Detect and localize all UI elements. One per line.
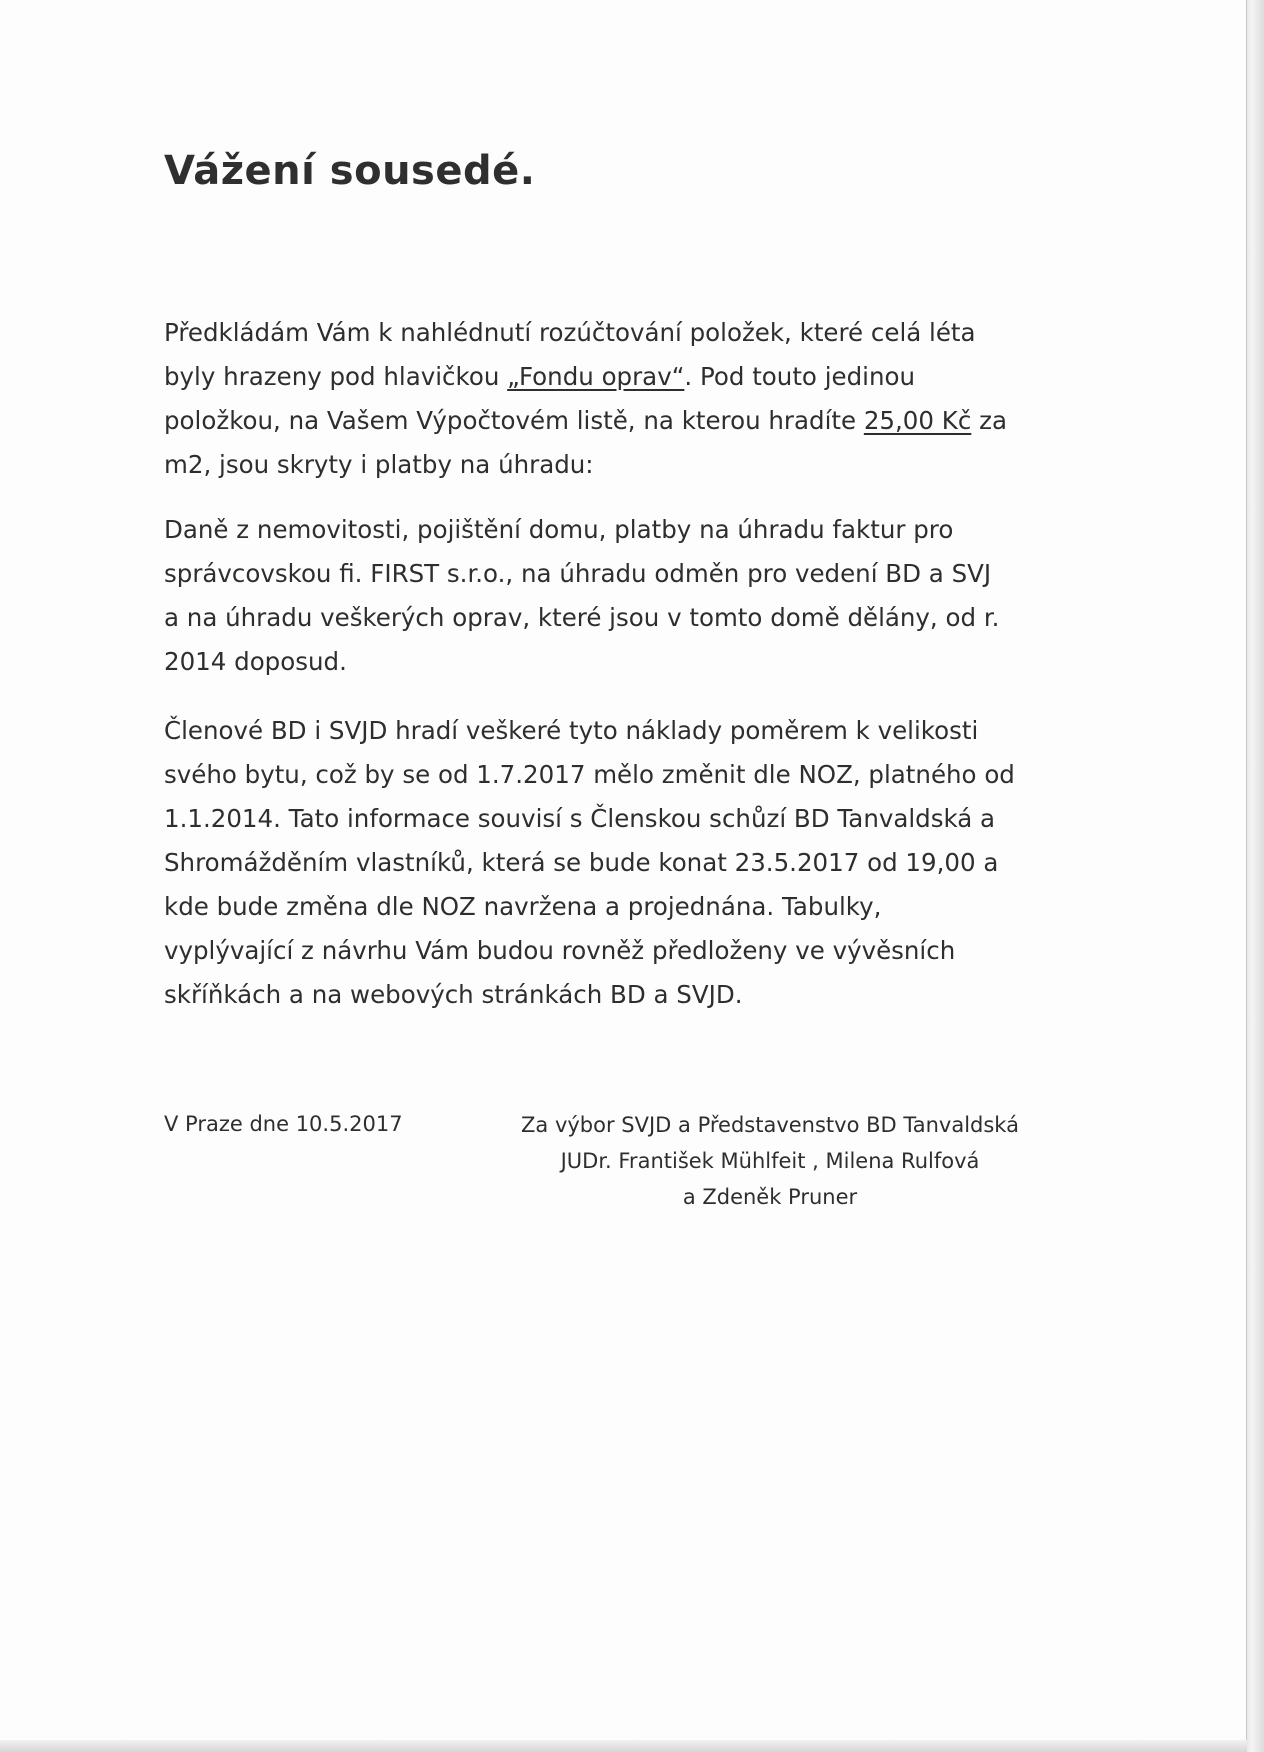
paragraph-line: Daně z nemovitosti, pojištění domu, platby na úhradu faktur pro (164, 515, 954, 544)
paragraph-line: 2014 doposud. (164, 647, 347, 676)
text-run: položkou, na Vašem Výpočtovém listě, na kterou hradíte (164, 406, 864, 435)
salutation-heading: Vážení sousedé. (164, 148, 536, 194)
paragraph-meeting-info (164, 709, 1084, 1017)
paragraph-line: 1.1.2014. Tato informace souvisí s Členskou schůzí BD Tanvaldská a (164, 804, 996, 833)
paragraph-line: Shromážděním vlastníků, která se bude konat 23.5.2017 od 19,00 a (164, 848, 999, 877)
rate-underlined: 25,00 Kč (863, 406, 972, 435)
scan-edge-bottom (0, 1740, 1247, 1752)
paragraph-line: kde bude změna dle NOZ navržena a projednána. Tabulky, (164, 892, 882, 921)
signature-line: JUDr. František Mühlfeit , Milena Rulfová (560, 1149, 980, 1173)
paragraph-line: a na úhradu veškerých oprav, které jsou v tomto domě dělány, od r. (164, 603, 1000, 632)
scan-edge-right (1247, 0, 1264, 1752)
paragraph-line: správcovskou fi. FIRST s.r.o., na úhradu odměn pro vedení BD a SVJ (164, 559, 992, 588)
fund-name-underlined: „Fondu oprav“ (507, 362, 685, 391)
paragraph-line: vyplývající z návrhu Vám budou rovněž předloženy ve vývěsních (164, 936, 956, 965)
paragraph-line: Členové BD i SVJD hradí veškeré tyto náklady poměrem k velikosti (164, 716, 979, 745)
paragraph-line: Předkládám Vám k nahlédnutí rozúčtování položek, které celá léta (164, 318, 976, 347)
signature-line: a Zdeněk Pruner (682, 1185, 858, 1209)
paragraph-line: m2, jsou skryty i platby na úhradu: (164, 450, 594, 479)
text-run: byly hrazeny pod hlavičkou (164, 362, 508, 391)
text-run: za (971, 406, 1007, 435)
paragraph-fund-overview (164, 311, 1084, 487)
paragraph-payment-items (164, 508, 1084, 684)
paragraph-line: svého bytu, což by se od 1.7.2017 mělo změnit dle NOZ, platného od (164, 760, 1015, 789)
text-run: . Pod touto jedinou (684, 362, 915, 391)
signature-block (470, 1107, 1070, 1215)
paragraph-line (164, 399, 1084, 443)
paragraph-line: skříňkách a na webových stránkách BD a SVJD. (164, 980, 743, 1009)
paragraph-line (164, 355, 1084, 399)
place-and-date: V Praze dne 10.5.2017 (164, 1112, 403, 1136)
signature-line: Za výbor SVJD a Představenstvo BD Tanvaldská (521, 1113, 1019, 1137)
